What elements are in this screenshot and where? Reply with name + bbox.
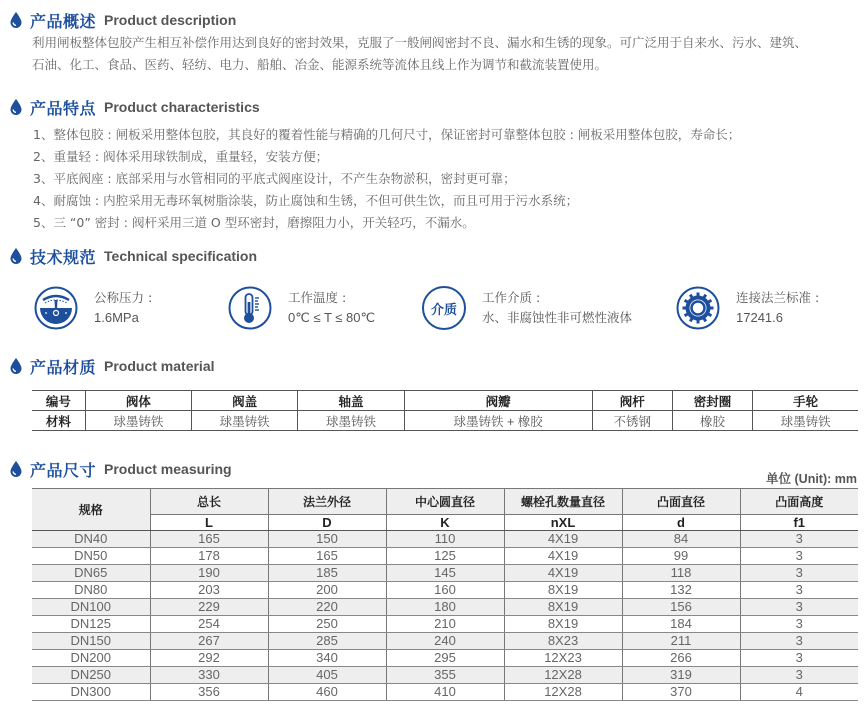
column-header: 凸面直径 bbox=[622, 489, 740, 515]
title-cn: 产品尺寸 bbox=[30, 460, 97, 480]
value-cell: 460 bbox=[268, 684, 386, 701]
table-row bbox=[32, 565, 858, 582]
section-title-description bbox=[10, 9, 236, 31]
description-line: 利用闸板整体包胶产生相互补偿作用达到良好的密封效果，克服了一般闸阀密封不良、漏水和生锈的现象。可广泛用于自来水、污水、建筑、 bbox=[32, 35, 808, 50]
value-cell: 160 bbox=[386, 582, 504, 599]
value-cell: 210 bbox=[386, 616, 504, 633]
spec-header: 规格 bbox=[32, 489, 150, 531]
value-cell: 185 bbox=[268, 565, 386, 582]
value-cell: 125 bbox=[386, 548, 504, 565]
value-cell: 4X19 bbox=[504, 531, 622, 548]
spec-label: 连接法兰标准 : bbox=[736, 290, 820, 305]
medium-icon-text: 介质 bbox=[430, 302, 457, 318]
value-cell: 211 bbox=[622, 633, 740, 650]
material-header-cell: 阀杆 bbox=[592, 391, 672, 411]
value-cell: 84 bbox=[622, 531, 740, 548]
column-symbol: nXL bbox=[504, 515, 622, 531]
value-cell: 12X28 bbox=[504, 684, 622, 701]
table-row bbox=[32, 548, 858, 565]
characteristic-item: 1、整体包胶 : 闸板采用整体包胶，其良好的覆着性能与精确的几何尺寸，保证密封可靠整体包胶 : 闸板采用整体包胶，寿命长； bbox=[33, 127, 741, 142]
spec-cell: DN150 bbox=[32, 633, 150, 650]
column-symbol: K bbox=[386, 515, 504, 531]
description-line: 石油、化工、食品、医药、轻纺、电力、船舶、冶金、能源系统等流体且线上作为调节和截流装置使用。 bbox=[32, 57, 608, 72]
value-cell: 203 bbox=[150, 582, 268, 599]
value-cell: 110 bbox=[386, 531, 504, 548]
spec-value: 水、非腐蚀性非可燃性液体 bbox=[482, 310, 633, 325]
value-cell: 190 bbox=[150, 565, 268, 582]
value-cell: 3 bbox=[740, 582, 858, 599]
value-cell: 12X28 bbox=[504, 667, 622, 684]
value-cell: 250 bbox=[268, 616, 386, 633]
characteristic-item: 5、三 “0” 密封 : 阀杆采用三道 O 型环密封，磨擦阻力小，开关轻巧，不漏水。 bbox=[33, 215, 475, 230]
material-header-row bbox=[32, 391, 858, 411]
spec-cell: DN250 bbox=[32, 667, 150, 684]
title-cn: 产品材质 bbox=[30, 357, 97, 377]
spec-cell: DN80 bbox=[32, 582, 150, 599]
column-header: 螺栓孔数量直径 bbox=[504, 489, 622, 515]
spec-cell: DN65 bbox=[32, 565, 150, 582]
flange-gear-icon bbox=[676, 286, 720, 330]
spec-label: 工作介质 : bbox=[482, 290, 541, 305]
dimension-symbol-row bbox=[32, 515, 858, 531]
value-cell: 184 bbox=[622, 616, 740, 633]
value-cell: 132 bbox=[622, 582, 740, 599]
column-symbol: d bbox=[622, 515, 740, 531]
column-header: 法兰外径 bbox=[268, 489, 386, 515]
spec-cell: DN40 bbox=[32, 531, 150, 548]
material-header-cell: 密封圈 bbox=[672, 391, 752, 411]
value-cell: 8X19 bbox=[504, 582, 622, 599]
spec-flange-standard bbox=[676, 283, 819, 333]
title-en: Product characteristics bbox=[104, 99, 260, 115]
value-cell: 145 bbox=[386, 565, 504, 582]
value-cell: 267 bbox=[150, 633, 268, 650]
value-cell: 150 bbox=[268, 531, 386, 548]
table-row bbox=[32, 531, 858, 548]
water-drop-icon bbox=[10, 358, 22, 374]
value-cell: 319 bbox=[622, 667, 740, 684]
value-cell: 266 bbox=[622, 650, 740, 667]
material-header-cell: 手轮 bbox=[753, 391, 858, 411]
column-header: 总长 bbox=[150, 489, 268, 515]
spec-cell: DN50 bbox=[32, 548, 150, 565]
value-cell: 295 bbox=[386, 650, 504, 667]
water-drop-icon bbox=[10, 248, 22, 264]
material-header-cell: 轴盖 bbox=[298, 391, 404, 411]
value-cell: 3 bbox=[740, 599, 858, 616]
material-cell: 球墨铸铁 bbox=[298, 411, 404, 431]
title-en: Product measuring bbox=[104, 461, 232, 477]
value-cell: 4 bbox=[740, 684, 858, 701]
value-cell: 118 bbox=[622, 565, 740, 582]
value-cell: 355 bbox=[386, 667, 504, 684]
value-cell: 410 bbox=[386, 684, 504, 701]
dimension-table-body bbox=[32, 531, 858, 701]
characteristics-list bbox=[33, 124, 740, 234]
value-cell: 200 bbox=[268, 582, 386, 599]
title-en: Technical specification bbox=[104, 248, 258, 264]
spec-pressure bbox=[34, 283, 152, 333]
material-row bbox=[32, 411, 858, 431]
column-symbol: D bbox=[268, 515, 386, 531]
value-cell: 370 bbox=[622, 684, 740, 701]
value-cell: 4X19 bbox=[504, 565, 622, 582]
value-cell: 4X19 bbox=[504, 548, 622, 565]
table-row bbox=[32, 650, 858, 667]
value-cell: 99 bbox=[622, 548, 740, 565]
value-cell: 340 bbox=[268, 650, 386, 667]
description-text bbox=[32, 32, 855, 76]
value-cell: 3 bbox=[740, 548, 858, 565]
unit-label: 单位 (Unit): mm bbox=[766, 472, 857, 486]
value-cell: 3 bbox=[740, 650, 858, 667]
spec-label: 工作温度 : bbox=[288, 290, 347, 305]
table-row bbox=[32, 684, 858, 701]
value-cell: 285 bbox=[268, 633, 386, 650]
value-cell: 254 bbox=[150, 616, 268, 633]
title-en: Product description bbox=[104, 12, 237, 28]
spec-cell: DN100 bbox=[32, 599, 150, 616]
thermometer-icon bbox=[228, 286, 272, 330]
value-cell: 3 bbox=[740, 616, 858, 633]
table-row bbox=[32, 582, 858, 599]
material-header-cell: 阀盖 bbox=[191, 391, 297, 411]
value-cell: 292 bbox=[150, 650, 268, 667]
section-title-characteristics bbox=[10, 96, 260, 118]
material-header-cell: 编号 bbox=[32, 391, 85, 411]
column-symbol: f1 bbox=[740, 515, 858, 531]
spec-temperature bbox=[228, 283, 375, 333]
spec-label: 公称压力 : bbox=[94, 290, 153, 305]
spec-value: 17241.6 bbox=[736, 310, 783, 325]
value-cell: 405 bbox=[268, 667, 386, 684]
material-header-cell: 阀瓣 bbox=[404, 391, 592, 411]
table-row bbox=[32, 633, 858, 650]
value-cell: 180 bbox=[386, 599, 504, 616]
spec-cell: DN200 bbox=[32, 650, 150, 667]
value-cell: 330 bbox=[150, 667, 268, 684]
material-cell: 不锈钢 bbox=[592, 411, 672, 431]
title-cn: 产品特点 bbox=[30, 98, 97, 118]
value-cell: 8X23 bbox=[504, 633, 622, 650]
material-cell: 球墨铸铁 bbox=[85, 411, 191, 431]
spec-cell: DN300 bbox=[32, 684, 150, 701]
spec-value: 1.6MPa bbox=[94, 310, 139, 325]
dimension-header-row bbox=[32, 489, 858, 515]
material-cell: 球墨铸铁 bbox=[191, 411, 297, 431]
value-cell: 3 bbox=[740, 565, 858, 582]
characteristic-item: 4、耐腐蚀 : 内腔采用无毒环氧树脂涂装，防止腐蚀和生锈，不但可供生饮，而且可用于污水系统； bbox=[33, 193, 579, 208]
section-title-material bbox=[10, 355, 215, 377]
column-symbol: L bbox=[150, 515, 268, 531]
spec-medium bbox=[422, 283, 632, 333]
characteristic-item: 2、重量轻 : 阀体采用球铁制成，重量轻，安装方便； bbox=[33, 149, 329, 164]
value-cell: 220 bbox=[268, 599, 386, 616]
material-cell: 球墨铸铁 bbox=[753, 411, 858, 431]
water-drop-icon bbox=[10, 461, 22, 477]
spec-cell: DN125 bbox=[32, 616, 150, 633]
value-cell: 12X23 bbox=[504, 650, 622, 667]
value-cell: 229 bbox=[150, 599, 268, 616]
material-table bbox=[32, 390, 858, 431]
title-en: Product material bbox=[104, 358, 215, 374]
value-cell: 8X19 bbox=[504, 599, 622, 616]
water-drop-icon bbox=[10, 99, 22, 115]
material-cell: 橡胶 bbox=[672, 411, 752, 431]
column-header: 中心圆直径 bbox=[386, 489, 504, 515]
value-cell: 8X19 bbox=[504, 616, 622, 633]
value-cell: 3 bbox=[740, 667, 858, 684]
dimension-table bbox=[32, 488, 858, 701]
spec-value: 0℃ ≤ T ≤ 80℃ bbox=[288, 310, 376, 325]
value-cell: 3 bbox=[740, 531, 858, 548]
medium-icon bbox=[422, 286, 466, 330]
characteristic-item: 3、平底阀座 : 底部采用与水管相同的平底式阀座设计，不产生杂物淤积，密封更可靠； bbox=[33, 171, 516, 186]
section-title-measuring bbox=[10, 458, 232, 480]
value-cell: 356 bbox=[150, 684, 268, 701]
table-row bbox=[32, 667, 858, 684]
section-title-technical bbox=[10, 245, 257, 267]
table-row bbox=[32, 599, 858, 616]
title-cn: 技术规范 bbox=[30, 247, 97, 267]
material-header-cell: 阀体 bbox=[85, 391, 191, 411]
pressure-gauge-icon bbox=[34, 286, 78, 330]
value-cell: 165 bbox=[150, 531, 268, 548]
column-header: 凸面高度 bbox=[740, 489, 858, 515]
material-cell: 材料 bbox=[32, 411, 85, 431]
value-cell: 240 bbox=[386, 633, 504, 650]
value-cell: 156 bbox=[622, 599, 740, 616]
table-row bbox=[32, 616, 858, 633]
title-cn: 产品概述 bbox=[30, 11, 97, 31]
material-cell: 球墨铸铁 + 橡胶 bbox=[404, 411, 592, 431]
value-cell: 3 bbox=[740, 633, 858, 650]
value-cell: 165 bbox=[268, 548, 386, 565]
water-drop-icon bbox=[10, 12, 22, 28]
value-cell: 178 bbox=[150, 548, 268, 565]
